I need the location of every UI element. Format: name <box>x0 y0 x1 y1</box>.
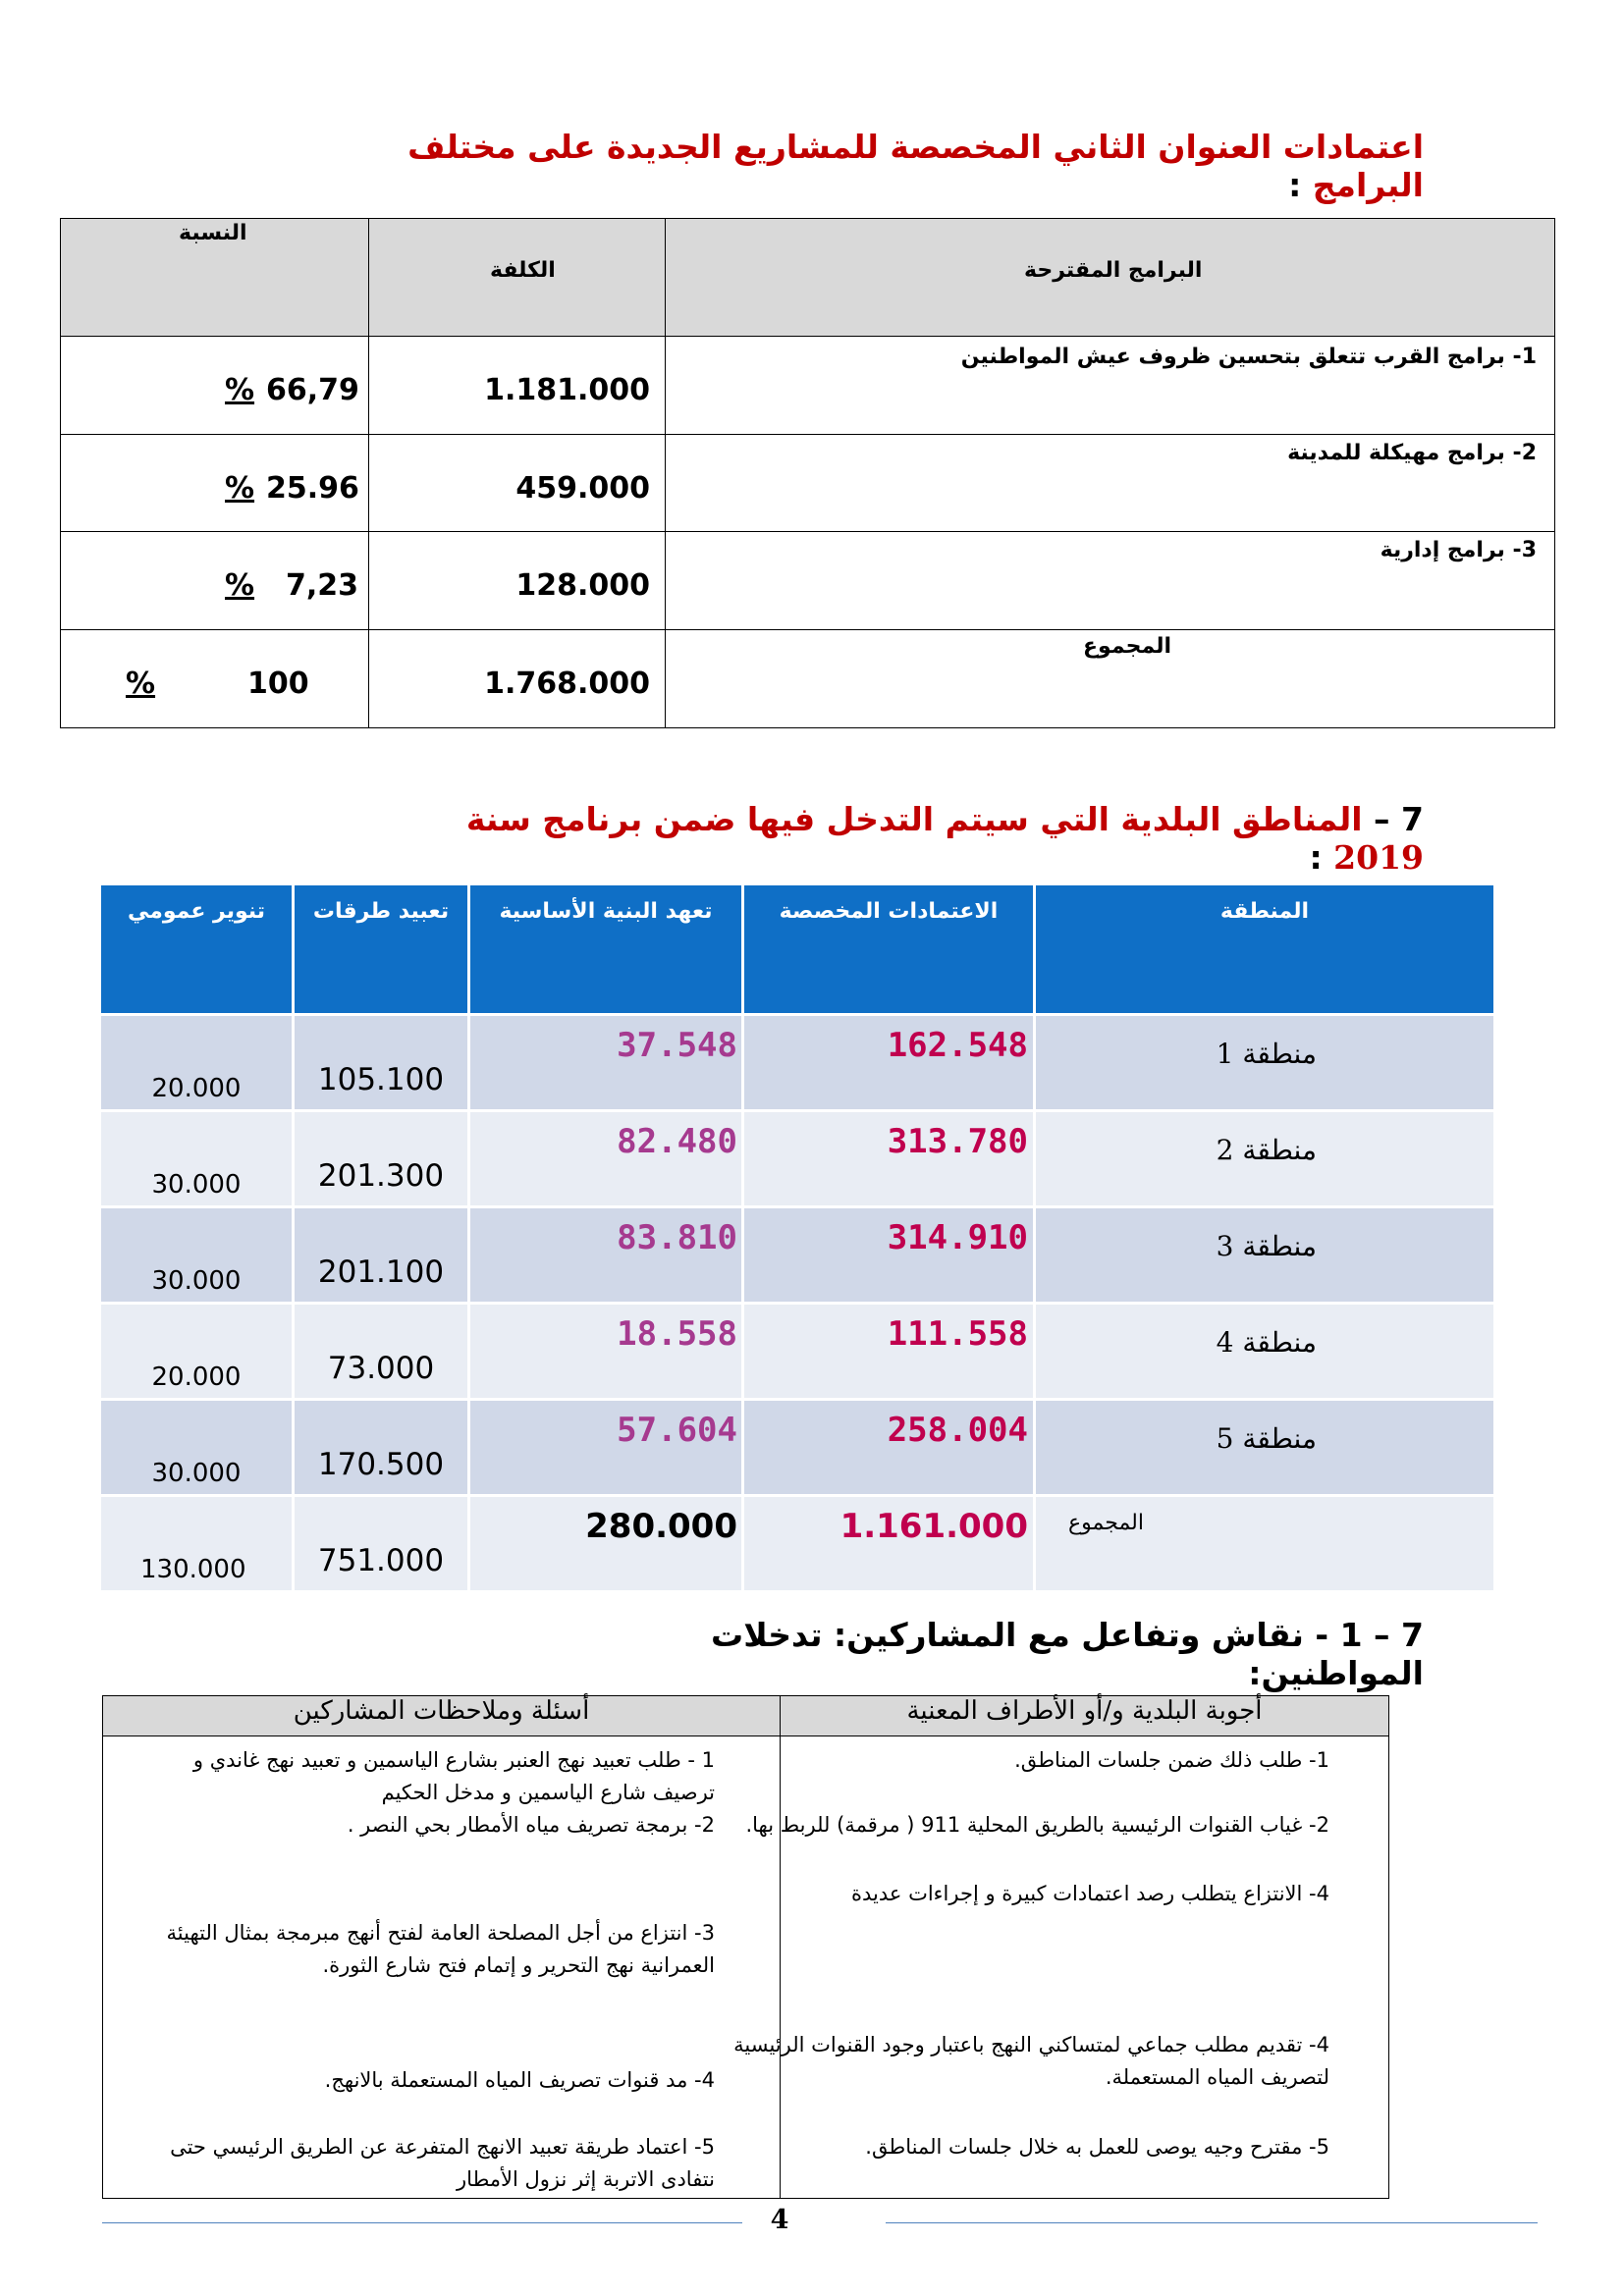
header-roads: تعبيد طرقات <box>312 899 450 924</box>
table-row <box>61 434 1555 532</box>
question-item: 1 - طلب تعبيد نهج العنبر بشارع الياسمين و تعبيد نهج غاندي و ترصيف شارع الياسمين و مدخل الحكيم <box>192 1748 715 1804</box>
lighting-value: 20.000 <box>151 1362 242 1392</box>
section2-colon: : <box>1309 838 1323 877</box>
roads-value: 73.000 <box>327 1351 435 1386</box>
ratio-total: 100 <box>247 667 309 702</box>
section3-title: 7 – 1 - نقاش وتفاعل مع المشاركين: تدخلات المواطنين: <box>711 1616 1424 1692</box>
lighting-value: 30.000 <box>151 1266 242 1296</box>
infrastructure-total: 280.000 <box>585 1507 737 1546</box>
participants-table <box>102 1695 1389 2199</box>
header-zone: المنطقة <box>1219 899 1310 924</box>
section1-title-colon: : <box>1288 166 1302 204</box>
zones-table <box>98 882 1496 1593</box>
table-row <box>101 1208 1493 1302</box>
participants-body <box>103 1736 1389 2199</box>
zone-label: منطقة 3 <box>1216 1230 1317 1262</box>
program-label: 1- برامج القرب تتعلق بتحسين ظروف عيش المواطنين <box>960 344 1537 369</box>
lighting-value: 30.000 <box>151 1170 242 1200</box>
section2-title <box>412 800 1424 877</box>
roads-value: 105.100 <box>317 1062 445 1097</box>
section1-title <box>324 128 1424 204</box>
allocated-value: 111.558 <box>887 1314 1028 1354</box>
header-cost: الكلفة <box>490 258 556 283</box>
questions-column <box>103 1736 781 2199</box>
roads-value: 201.300 <box>317 1158 445 1194</box>
allocated-value: 162.548 <box>887 1026 1028 1065</box>
zone-label: منطقة 4 <box>1216 1326 1317 1359</box>
zone-label: منطقة 5 <box>1216 1422 1317 1455</box>
roads-value: 201.100 <box>317 1255 445 1290</box>
cost-value: 1.181.000 <box>484 372 650 407</box>
footer-rule-left <box>102 2222 742 2223</box>
allocated-total: 1.161.000 <box>839 1507 1028 1546</box>
participants-header <box>103 1696 1389 1736</box>
answer-item: 4- الانتزاع يتطلب رصد اعتمادات كبيرة و إجراءات عديدة <box>850 1882 1329 1905</box>
question-item: 5- اعتماد طريقة تعبيد الانهج المتفرعة عن الطريق الرئيسي حتى نتفادى الاتربة إثر نزول الأمطار <box>170 2135 715 2191</box>
table-row-total <box>61 630 1555 728</box>
percent-sign: % <box>225 568 255 604</box>
infrastructure-value: 18.558 <box>617 1314 737 1354</box>
ratio-value: 7,23 <box>286 568 359 604</box>
section2-title-text: المناطق البلدية التي سيتم التدخل فيها ضمن برنامج سنة <box>465 800 1363 838</box>
cost-total: 1.768.000 <box>484 667 650 702</box>
cost-value: 459.000 <box>515 470 650 506</box>
programs-cost-table <box>60 218 1555 728</box>
header-allocated: الاعتمادات المخصصة <box>779 899 999 924</box>
answer-item: 2- غياب القنوات الرئيسية بالطريق المحلية 911 ( مرقمة) للربط بها. <box>745 1813 1329 1837</box>
table-row <box>101 1401 1493 1494</box>
section2-number: 7 – <box>1374 800 1424 838</box>
percent-sign: % <box>225 470 255 506</box>
header-infrastructure: تعهد البنية الأساسية <box>499 899 713 924</box>
programs-cost-header <box>61 219 1555 337</box>
header-questions: أسئلة وملاحظات المشاركين <box>103 1696 781 1736</box>
section2-year: 2019 <box>1333 838 1424 877</box>
answer-item: 1- طلب ذلك ضمن جلسات المناطق. <box>1014 1748 1329 1772</box>
allocated-value: 313.780 <box>887 1122 1028 1161</box>
question-item: 3- انتزاع من أجل المصلحة العامة لفتح أنهج مبرمجة بمثال التهيئة العمرانية نهج التحرير و إتمام فتح شارع الثورة. <box>166 1921 715 1977</box>
ratio-value: 66,79 <box>266 372 359 407</box>
footer-rule-right <box>886 2222 1538 2223</box>
zone-label: منطقة 1 <box>1216 1038 1317 1070</box>
cost-value: 128.000 <box>515 568 650 604</box>
allocated-value: 314.910 <box>887 1218 1028 1257</box>
table-row <box>101 1305 1493 1398</box>
percent-sign: % <box>126 667 156 702</box>
table-row <box>101 1112 1493 1205</box>
roads-total: 751.000 <box>317 1543 445 1578</box>
question-item: 4- مد قنوات تصريف المياه المستعملة بالانهج. <box>324 2068 715 2092</box>
lighting-total: 130.000 <box>140 1555 246 1584</box>
infrastructure-value: 82.480 <box>617 1122 737 1161</box>
section1-title-text: اعتمادات العنوان الثاني المخصصة للمشاريع الجديدة على مختلف البرامج <box>407 128 1424 204</box>
question-item: 2- برمجة تصريف مياه الأمطار بحي النصر . <box>347 1813 715 1837</box>
header-programs: البرامج المقترحة <box>1024 258 1203 283</box>
infrastructure-value: 83.810 <box>617 1218 737 1257</box>
answer-item: 5- مقترح وجيه يوصى للعمل به خلال جلسات المناطق. <box>865 2135 1329 2159</box>
page-number: 4 <box>770 2205 789 2235</box>
total-label: المجموع <box>1068 1511 1144 1535</box>
percent-sign: % <box>225 372 255 407</box>
answers-column <box>733 1736 1389 2199</box>
table-row <box>61 336 1555 434</box>
table-row <box>101 1016 1493 1109</box>
total-label: المجموع <box>1083 634 1171 660</box>
lighting-value: 30.000 <box>151 1459 242 1488</box>
infrastructure-value: 57.604 <box>617 1411 737 1450</box>
header-lighting: تنوير عمومي <box>127 899 266 924</box>
zones-header <box>101 885 1493 1013</box>
program-label: 2- برامج مهيكلة للمدينة <box>1287 440 1537 465</box>
program-label: 3- برامج إدارية <box>1380 538 1537 563</box>
table-row-total <box>101 1497 1493 1590</box>
roads-value: 170.500 <box>317 1447 445 1482</box>
answer-item: 4- تقديم مطلب جماعي لمتساكني النهج باعتبار وجود القنوات الرئيسية لتصريف المياه المستعملة. <box>733 2033 1329 2089</box>
header-answers: أجوبة البلدية و/أو الأطراف المعنية <box>781 1696 1389 1736</box>
table-row <box>61 532 1555 630</box>
zone-label: منطقة 2 <box>1216 1134 1317 1166</box>
infrastructure-value: 37.548 <box>617 1026 737 1065</box>
header-ratio: النسبة <box>179 221 247 245</box>
lighting-value: 20.000 <box>151 1074 242 1103</box>
allocated-value: 258.004 <box>887 1411 1028 1450</box>
ratio-value: 25.96 <box>266 470 359 506</box>
